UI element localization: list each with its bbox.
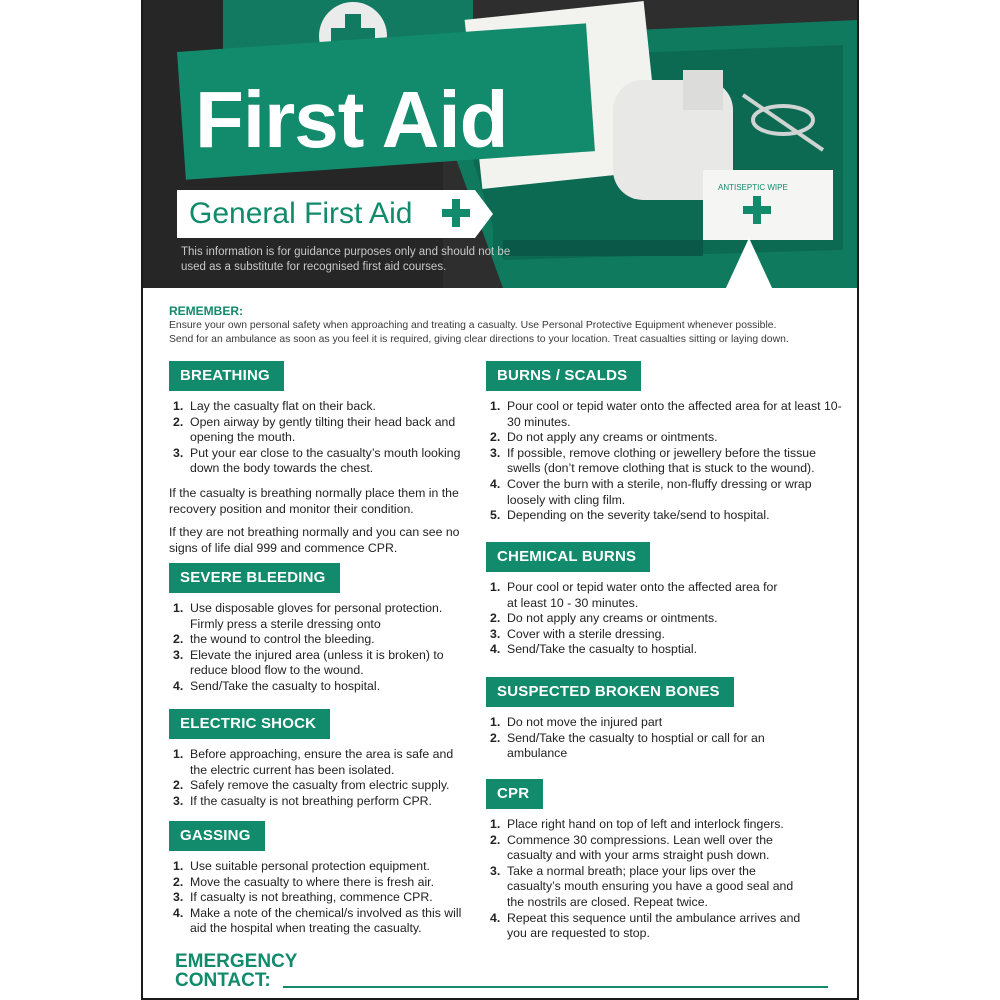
disclaimer-text: This information is for guidance purposes only and should not be used as a substitute for recognised first aid courses. (181, 246, 511, 273)
step-item (169, 399, 469, 415)
remember-heading: REMEMBER: (169, 304, 243, 318)
step-item (169, 679, 469, 695)
step-item (486, 580, 786, 611)
emergency-contact-field[interactable] (283, 986, 828, 988)
step-item (169, 890, 469, 906)
first-aid-poster (141, 0, 859, 1000)
step-text: Do not apply any creams or ointments. (507, 430, 718, 445)
steps-list (169, 601, 469, 695)
step-text: Before approaching, ensure the area is safe and the electric current has been isolated. (190, 747, 454, 777)
remember-line-2: Send for an ambulance as soon as you feel it is required, giving clear directions to your location. Treat casualties sitting or laying down. (169, 334, 789, 345)
step-text: Lay the casualty flat on their back. (190, 399, 376, 413)
section-heading: CPR (486, 779, 543, 809)
step-item (169, 648, 469, 679)
step-item (169, 601, 469, 632)
step-item (486, 611, 786, 627)
step-item (486, 715, 786, 731)
step-number: 5. (490, 508, 501, 523)
step-item (169, 446, 469, 477)
section-broken-bones (486, 677, 786, 762)
step-text: If casualty is not breathing, commence CPR. (190, 890, 433, 905)
step-text: Depending on the severity take/send to hospital. (507, 508, 770, 523)
step-item (169, 415, 469, 446)
step-number: 4. (490, 476, 501, 491)
step-number: 1. (173, 399, 184, 413)
step-number: 2. (490, 832, 501, 847)
step-text: Use suitable personal protection equipment. (190, 859, 430, 873)
step-item (486, 508, 846, 524)
step-item (169, 632, 469, 648)
step-item (486, 817, 806, 833)
step-text: Commence 30 compressions. Lean well over the casualty and with your arms straight push down. (507, 832, 773, 863)
step-text: If the casualty is not breathing perform CPR. (190, 793, 432, 808)
section-cpr (486, 779, 806, 942)
page-subtitle: General First Aid (189, 197, 413, 230)
steps-list (486, 715, 786, 762)
step-text: Put your ear close to the casualty’s mouth looking down the body towards the chest. (190, 445, 461, 476)
subtitle-arrow (475, 190, 493, 238)
section-heading: GASSING (169, 821, 265, 851)
step-number: 1. (490, 715, 501, 729)
step-text: Place right hand on top of left and interlock fingers. (507, 817, 784, 831)
step-item (169, 875, 469, 891)
remember-line-1: Ensure your own personal safety when approaching and treating a casualty. Use Personal Protective Equipment whenever possible. (169, 320, 777, 331)
step-number: 3. (490, 863, 501, 878)
step-number: 3. (173, 793, 184, 808)
step-item (486, 446, 846, 477)
step-text: Cover the burn with a sterile, non-fluffy dressing or wrap loosely with cling film. (507, 476, 812, 507)
step-number: 1. (490, 580, 501, 594)
emergency-contact-label (175, 952, 297, 990)
step-item (486, 477, 846, 508)
step-text: Use disposable gloves for personal protection. Firmly press a sterile dressing onto (190, 601, 443, 631)
step-number: 2. (490, 430, 501, 445)
hero-banner (143, 0, 857, 288)
section-breathing (169, 361, 469, 556)
step-text: Pour cool or tepid water onto the affected area for at least 10 - 30 minutes. (507, 580, 778, 610)
step-number: 3. (490, 445, 501, 460)
step-number: 1. (490, 399, 501, 413)
section-heading: BREATHING (169, 361, 284, 391)
step-text: If possible, remove clothing or jewellery before the tissue swells (don’t remove clothing that is stuck to the wound). (507, 445, 816, 476)
step-number: 1. (490, 817, 501, 831)
step-item (486, 430, 846, 446)
step-text: Do not apply any creams or ointments. (507, 611, 718, 626)
emergency-line-2: CONTACT: (175, 970, 271, 991)
section-gassing (169, 821, 469, 937)
step-number: 3. (173, 890, 184, 905)
step-number: 4. (490, 642, 501, 657)
step-number: 3. (490, 626, 501, 641)
section-severe-bleeding (169, 563, 469, 695)
step-item (486, 911, 806, 942)
step-text: Send/Take the casualty to hospital. (190, 678, 381, 693)
step-number: 2. (490, 730, 501, 745)
step-item (169, 747, 469, 778)
step-item (486, 731, 786, 762)
step-item (486, 399, 846, 430)
section-burns-scalds (486, 361, 846, 524)
step-number: 1. (173, 601, 184, 615)
section-chemical-burns (486, 542, 786, 658)
page-title: First Aid (195, 75, 508, 164)
step-number: 1. (173, 859, 184, 873)
step-number: 2. (173, 778, 184, 793)
steps-list (169, 747, 469, 809)
section-heading: ELECTRIC SHOCK (169, 709, 330, 739)
step-number: 4. (173, 678, 184, 693)
section-heading: SEVERE BLEEDING (169, 563, 340, 593)
step-item (486, 833, 806, 864)
step-text: Send/Take the casualty to hosptial. (507, 642, 698, 657)
hero-notch (725, 238, 773, 288)
step-text: Cover with a sterile dressing. (507, 626, 665, 641)
step-text: the wound to control the bleeding. (190, 632, 375, 647)
step-number: 4. (173, 905, 184, 920)
step-item (486, 627, 786, 643)
step-item (169, 906, 469, 937)
breathing-note-2: If they are not breathing normally and you can see no signs of life dial 999 and commence CPR. (169, 525, 460, 555)
step-number: 2. (173, 632, 184, 647)
section-heading: CHEMICAL BURNS (486, 542, 650, 572)
step-text: Make a note of the chemical/s involved as this will aid the hospital when treating the casualty. (190, 905, 462, 936)
step-text: Repeat this sequence until the ambulance arrives and you are requested to stop. (507, 910, 801, 941)
step-text: Take a normal breath; place your lips over the casualty’s mouth ensuring you have a good seal and the nostrils are closed. Repeat twice. (507, 863, 794, 909)
step-item (486, 864, 806, 911)
step-text: Pour cool or tepid water onto the affected area for at least 10-30 minutes. (507, 399, 842, 429)
step-text: Do not move the injured part (507, 715, 663, 729)
emergency-line-1: EMERGENCY (175, 951, 298, 972)
section-heading: SUSPECTED BROKEN BONES (486, 677, 734, 707)
steps-list (486, 399, 846, 524)
step-item (169, 859, 469, 875)
step-number: 3. (173, 445, 184, 460)
step-text: Move the casualty to where there is fresh air. (190, 874, 435, 889)
breathing-note-1: If the casualty is breathing normally place them in the recovery position and monitor their condition. (169, 485, 459, 516)
step-number: 2. (173, 414, 184, 429)
step-text: Elevate the injured area (unless it is broken) to reduce blood flow to the wound. (190, 647, 444, 678)
step-text: Send/Take the casualty to hosptial or call for an ambulance (507, 730, 765, 761)
section-electric-shock (169, 709, 469, 809)
steps-list (169, 399, 469, 477)
step-number: 4. (490, 910, 501, 925)
section-heading: BURNS / SCALDS (486, 361, 641, 391)
antiseptic-wipe-label: ANTISEPTIC WIPE (718, 183, 788, 192)
step-number: 1. (173, 747, 184, 761)
step-number: 3. (173, 647, 184, 662)
step-number: 2. (490, 611, 501, 626)
step-item (169, 778, 469, 794)
steps-list (169, 859, 469, 937)
step-item (486, 642, 786, 658)
steps-list (486, 580, 786, 658)
step-number: 2. (173, 874, 184, 889)
plus-icon (441, 198, 471, 228)
step-item (169, 794, 469, 810)
step-text: Safely remove the casualty from electric supply. (190, 778, 450, 793)
step-text: Open airway by gently tilting their head back and opening the mouth. (190, 414, 456, 445)
steps-list (486, 817, 806, 942)
